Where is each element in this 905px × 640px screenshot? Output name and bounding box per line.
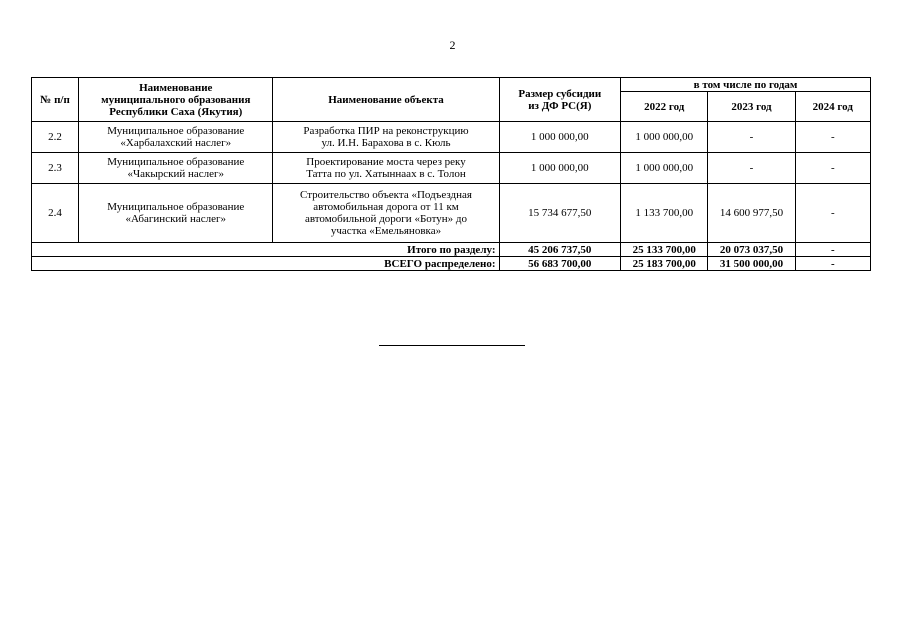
row-2023: -: [708, 153, 795, 184]
subtotal-row: [32, 243, 871, 257]
row-object: Разработка ПИР на реконструкцию ул. И.Н. Барахова в с. Кюль: [273, 122, 499, 153]
subtotal-2022: 25 133 700,00: [621, 243, 708, 257]
row-object: Проектирование моста через реку Татта по ул. Хатыннаах в с. Толон: [273, 153, 499, 184]
row-2024: -: [795, 122, 870, 153]
header-object: Наименование объекта: [273, 78, 499, 122]
header-2022: 2022 год: [621, 92, 708, 122]
table-row: [32, 122, 871, 153]
total-row: [32, 257, 871, 271]
total-2024: -: [795, 257, 870, 271]
table-row: [32, 153, 871, 184]
header-2024: 2024 год: [795, 92, 870, 122]
row-2022: 1 000 000,00: [621, 153, 708, 184]
subtotal-label: Итого по разделу:: [32, 243, 500, 257]
subtotal-2024: -: [795, 243, 870, 257]
separator-line: [379, 345, 525, 346]
row-municipality: Муниципальное образование «Харбалахский наслег»: [79, 122, 273, 153]
page-number: 2: [449, 38, 456, 52]
header-by-years: в том числе по годам: [621, 78, 871, 92]
row-num: 2.2: [32, 122, 79, 153]
row-subsidy: 15 734 677,50: [499, 184, 621, 243]
header-num: № п/п: [32, 78, 79, 122]
row-municipality: Муниципальное образование «Абагинский наслег»: [79, 184, 273, 243]
row-municipality: Муниципальное образование «Чакырский наслег»: [79, 153, 273, 184]
total-2023: 31 500 000,00: [708, 257, 795, 271]
header-row: [32, 78, 871, 92]
subtotal-2023: 20 073 037,50: [708, 243, 795, 257]
header-2023: 2023 год: [708, 92, 795, 122]
row-object: Строительство объекта «Подъездная автомобильная дорога от 11 км автомобильной дороги «Ботун» до участка «Емельяновка»: [273, 184, 499, 243]
total-label: ВСЕГО распределено:: [32, 257, 500, 271]
header-subsidy: Размер субсидии из ДФ РС(Я): [499, 78, 621, 122]
total-2022: 25 183 700,00: [621, 257, 708, 271]
row-subsidy: 1 000 000,00: [499, 122, 621, 153]
row-num: 2.3: [32, 153, 79, 184]
row-2022: 1 000 000,00: [621, 122, 708, 153]
row-2023: 14 600 977,50: [708, 184, 795, 243]
row-2022: 1 133 700,00: [621, 184, 708, 243]
subtotal-subsidy: 45 206 737,50: [499, 243, 621, 257]
total-subsidy: 56 683 700,00: [499, 257, 621, 271]
row-2024: -: [795, 184, 870, 243]
subsidy-table: [31, 77, 871, 271]
header-municipality: Наименование муниципального образования Республики Саха (Якутия): [79, 78, 273, 122]
row-2023: -: [708, 122, 795, 153]
row-2024: -: [795, 153, 870, 184]
row-subsidy: 1 000 000,00: [499, 153, 621, 184]
table-row: [32, 184, 871, 243]
row-num: 2.4: [32, 184, 79, 243]
